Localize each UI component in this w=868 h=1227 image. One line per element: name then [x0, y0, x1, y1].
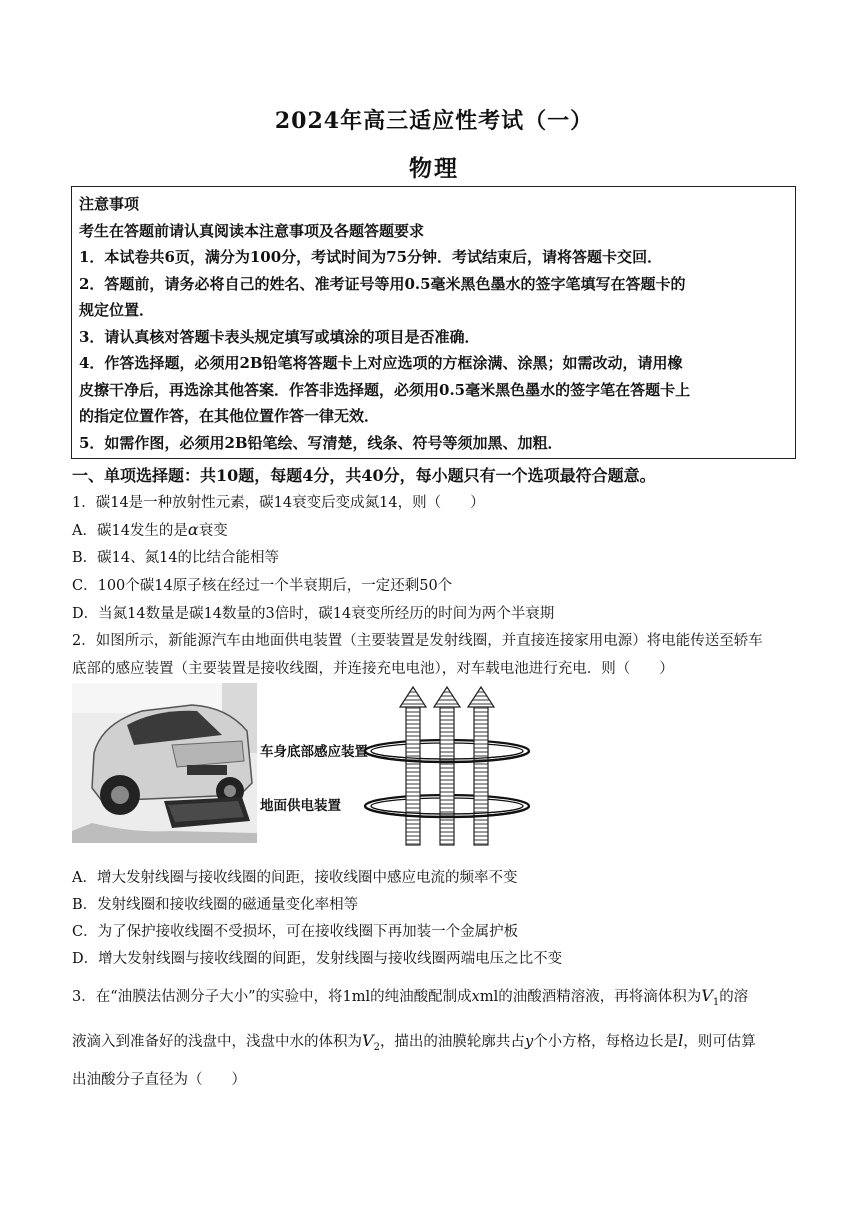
q2-option-a: A．增大发射线圈与接收线圈的间距，接收线圈中感应电流的频率不变: [72, 870, 518, 886]
q3-stem-line1: [72, 985, 748, 1008]
notice-line: 的指定位置作答，在其他位置作答一律无效．: [79, 407, 380, 425]
car-illustration: [72, 683, 257, 843]
q1-option-a-text: A．碳14发生的是: [72, 523, 188, 539]
notice-line: 3．请认真核对答题卡表头规定填写或填涂的项目是否准确．: [79, 327, 480, 346]
q3-text: 的溶: [719, 989, 749, 1005]
fig-label-top: 车身底部感应装置: [260, 744, 368, 760]
variable-y: y: [524, 1034, 534, 1050]
notice-line: 4．作答选择题，必须用2B铅笔将答题卡上对应选项的方框涂满、涂黑；如需改动，请用橡: [79, 354, 683, 372]
notice-line: 规定位置．: [79, 301, 155, 319]
alpha-symbol: α: [187, 520, 199, 539]
variable-l: l: [678, 1031, 684, 1050]
car-charging-photo: [72, 683, 257, 843]
q2-option-c: C．为了保护接收线圈不受损坏，可在接收线圈下再加装一个金属护板: [72, 924, 519, 940]
q3-stem-line3: 出油酸分子直径为（ ）: [72, 1072, 246, 1088]
subject-title: 物理: [409, 155, 459, 182]
notice-line: 2．答题前，请务必将自己的姓名、准考证号等用0.5毫米黑色墨水的签字笔填写在答题卡的: [79, 274, 686, 293]
q2-figure: [72, 683, 542, 847]
q3-text: 个小方格，每格边长是: [533, 1034, 679, 1050]
fig-label-bottom: 地面供电装置: [260, 798, 341, 814]
subscript-1: 1: [712, 996, 720, 1008]
notice-line: 5．如需作图，必须用2B铅笔绘、写清楚，线条、符号等须加黑、加粗．: [79, 433, 563, 452]
q3-stem-line2: [72, 1030, 756, 1053]
q2-stem-line2: 底部的感应装置（主要装置是接收线圈，并连接充电电池），对车载电池进行充电．则（ ）: [72, 661, 674, 677]
q3-text: ml的油酸酒精溶液，再将滴体积为: [479, 989, 702, 1005]
q1-option-c: C．100个碳14原子核在经过一个半衰期后，一定还剩50个: [72, 578, 453, 594]
variable-v1: V: [701, 986, 713, 1005]
field-arrow: [434, 687, 460, 845]
field-arrow: [468, 687, 494, 845]
q1-stem: 1．碳14是一种放射性元素，碳14衰变后变成氮14，则（ ）: [72, 495, 485, 511]
q1-option-b: B．碳14、氮14的比结合能相等: [72, 550, 280, 566]
q2-option-d: D．增大发射线圈与接收线圈的间距，发射线圈与接收线圈两端电压之比不变: [72, 951, 563, 967]
q3-text: 液滴入到准备好的浅盘中，浅盘中水的体积为: [72, 1034, 362, 1050]
q2-option-b: B．发射线圈和接收线圈的磁通量变化率相等: [72, 897, 359, 913]
q1-option-a-text-2: 衰变: [198, 523, 228, 539]
section-heading: 一、单项选择题：共10题，每题4分，共40分，每小题只有一个选项最符合题意。: [72, 466, 656, 485]
notice-box: [71, 186, 796, 459]
variable-v2: V: [362, 1031, 374, 1050]
field-arrow: [400, 687, 426, 845]
notice-line: 考生在答题前请认真阅读本注意事项及各题答题要求: [79, 221, 425, 240]
variable-x: x: [471, 989, 480, 1005]
q1-option-d: D．当氮14数量是碳14数量的3倍时，碳14衰变所经历的时间为两个半衰期: [72, 606, 555, 622]
page-title: 2024年高三适应性考试（一）: [274, 108, 594, 134]
q3-text: ，则可估算: [683, 1034, 756, 1050]
q1-option-a: [72, 519, 228, 540]
notice-heading: 注意事项: [79, 195, 140, 213]
q3-text: 3．在“油膜法估测分子大小”的实验中，将1ml的纯油酸配制成: [72, 989, 472, 1005]
q2-stem-line1: 2．如图所示，新能源汽车由地面供电装置（主要装置是发射线圈，并直接连接家用电源）将电能传送至轿车: [72, 633, 763, 649]
notice-line: 皮擦干净后，再选涂其他答案．作答非选择题，必须用0.5毫米黑色墨水的签字笔在答题卡上: [79, 380, 691, 399]
coil-diagram: [362, 683, 542, 847]
notice-line: 1．本试卷共6页，满分为100分，考试时间为75分钟．考试结束后，请将答题卡交回．: [79, 248, 663, 266]
subscript-2: 2: [373, 1041, 380, 1053]
q3-text: ，描出的油膜轮廓共占: [379, 1034, 525, 1050]
